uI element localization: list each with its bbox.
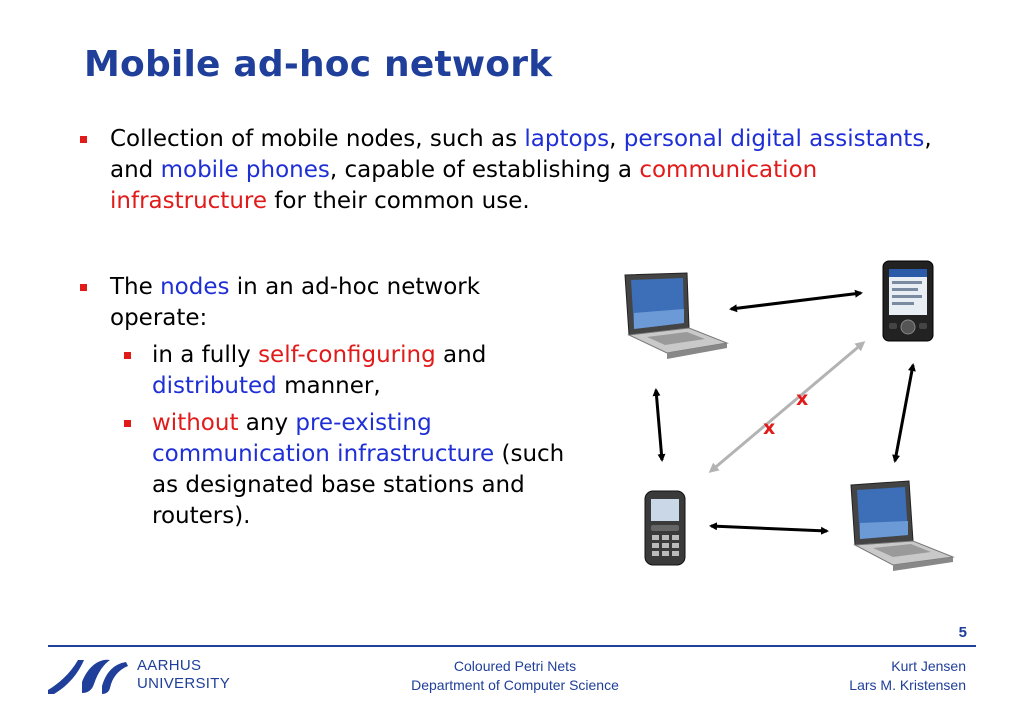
bullet-text: ,	[609, 126, 624, 152]
footer-divider	[48, 645, 976, 647]
bullet-text: Collection of mobile nodes, such as	[110, 126, 525, 152]
link-arrow-right	[895, 365, 913, 461]
bullet-text: , capable of establishing a	[329, 157, 640, 183]
sub-bullet-without-infrastructure	[78, 408, 568, 532]
bullet-nodes	[78, 272, 568, 532]
bullet-text: (such as designated base stations and routers).	[152, 441, 565, 529]
bullet-text: in an ad-hoc network operate:	[110, 274, 481, 331]
author-name: Kurt Jensen	[891, 658, 966, 674]
term-pre-existing-infrastructure: pre-existing communication infrastructure	[152, 410, 495, 467]
bullet-square-icon	[80, 136, 87, 143]
bullet-text: in a fully	[152, 342, 259, 368]
term-pda: personal digital assistants	[623, 126, 925, 152]
bullet-row	[78, 124, 938, 217]
university-line: UNIVERSITY	[137, 675, 231, 692]
broken-link-mark: x	[763, 417, 776, 439]
term-laptops: laptops	[524, 126, 610, 152]
aarhus-university-logo-icon	[48, 656, 128, 694]
sub-bullet-self-configuring	[78, 340, 568, 402]
sub-bullet-square-icon	[124, 352, 131, 359]
broken-link-mark: x	[796, 388, 809, 410]
term-distributed: distributed	[152, 373, 277, 399]
link-arrow-top	[731, 293, 861, 309]
university-line: AARHUS	[137, 657, 202, 674]
term-nodes: nodes	[160, 274, 230, 300]
laptop-icon	[625, 273, 727, 359]
bullet-text: , and	[110, 126, 932, 183]
bullet-text: and	[435, 342, 487, 368]
author-name: Lars M. Kristensen	[849, 677, 966, 693]
term-self-configuring: self-configuring	[258, 342, 436, 368]
term-mobile-phones: mobile phones	[160, 157, 330, 183]
slide-title: Mobile ad-hoc network	[84, 44, 553, 85]
department-name: Department of Computer Science	[411, 677, 619, 693]
bullet-text: any	[238, 410, 296, 436]
term-communication-infrastructure: communication infrastructure	[110, 157, 818, 214]
ad-hoc-network-diagram	[595, 255, 975, 585]
page-number: 5	[958, 624, 967, 641]
sub-bullet-square-icon	[124, 420, 131, 427]
bullet-text: The	[110, 274, 161, 300]
bullet-text: manner,	[276, 373, 381, 399]
mobile-phone-icon	[645, 491, 685, 565]
university-name	[137, 657, 230, 693]
link-arrow-bottom	[711, 526, 827, 531]
broken-link-arrow-diagonal	[711, 343, 863, 471]
pda-icon	[883, 261, 933, 341]
course-title: Coloured Petri Nets	[453, 658, 577, 674]
bullet-text: for their common use.	[267, 188, 530, 214]
bullet-collection	[78, 124, 938, 217]
course-info	[360, 657, 670, 695]
bullet-row	[78, 272, 568, 334]
authors	[849, 657, 966, 695]
bullet-square-icon	[80, 284, 87, 291]
term-without: without	[152, 410, 239, 436]
link-arrow-left	[656, 390, 662, 460]
laptop-icon	[851, 481, 953, 571]
